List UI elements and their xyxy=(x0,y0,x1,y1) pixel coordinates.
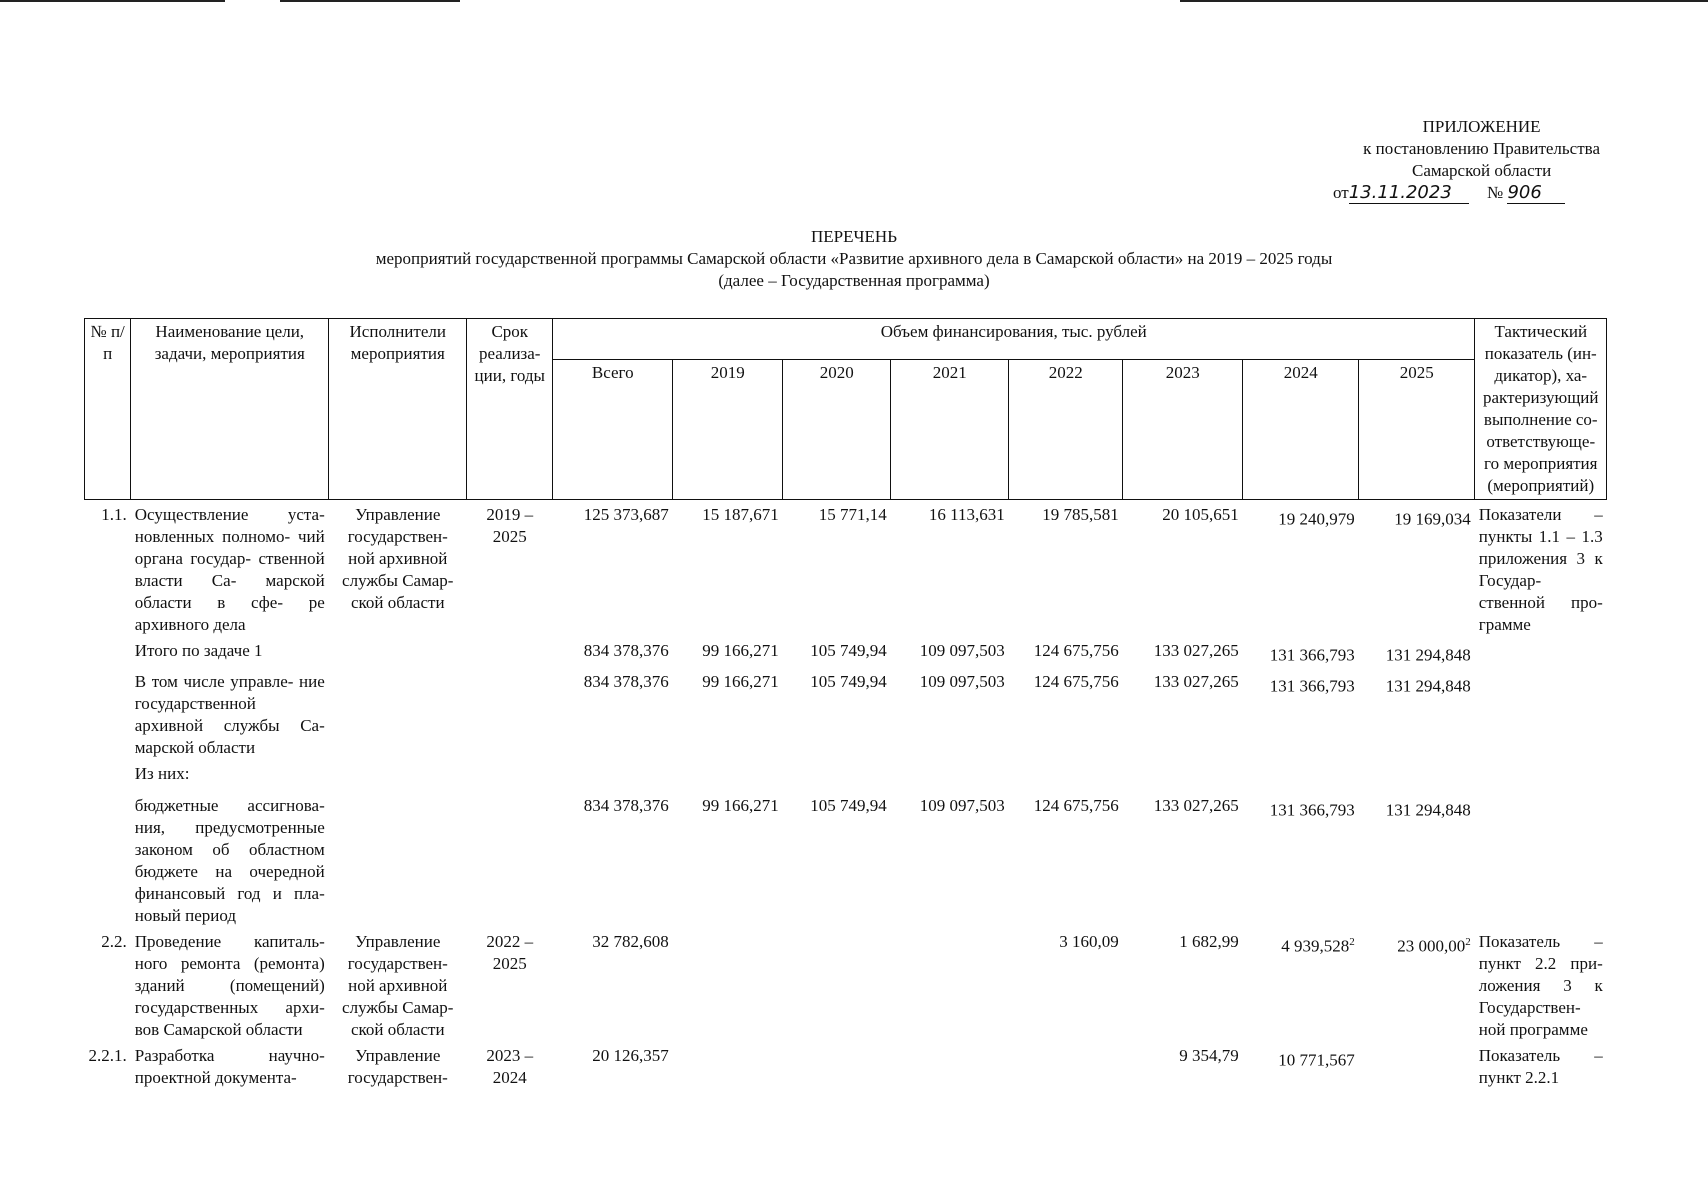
header-2023: 2023 xyxy=(1123,359,1243,499)
cell-value: 19 240,979 xyxy=(1278,509,1355,529)
cell-2025 xyxy=(1359,793,1475,929)
cell-value: 131 366,793 xyxy=(1269,676,1355,696)
table-row xyxy=(85,793,1607,929)
cell-2021: 109 097,503 xyxy=(919,795,1005,815)
cell-2019: 99 166,271 xyxy=(702,795,779,815)
row-term xyxy=(467,761,553,793)
cell-2024 xyxy=(1243,761,1359,793)
row-term: 2023 – 2024 xyxy=(486,1045,534,1087)
cell-2020: 105 749,94 xyxy=(810,795,887,815)
cell-value: 10 771,567 xyxy=(1278,1050,1355,1070)
cell-2021: 16 113,631 xyxy=(928,505,1005,524)
header-2025: 2025 xyxy=(1359,359,1475,499)
cell-2024 xyxy=(1243,638,1359,669)
cell-total: 834 378,376 xyxy=(583,671,669,691)
cell-2024 xyxy=(1243,1043,1359,1091)
title-line-1: ПЕРЕЧЕНЬ xyxy=(811,227,897,246)
cell-2025 xyxy=(1359,669,1475,761)
cell-2023: 133 027,265 xyxy=(1153,795,1239,815)
row-indicator xyxy=(1475,761,1607,793)
cell-2025 xyxy=(1359,1043,1475,1091)
cell-total xyxy=(553,761,673,793)
header-row-1 xyxy=(85,319,1607,360)
row-num xyxy=(85,761,131,793)
header-num: № п/п xyxy=(85,319,131,500)
title-line-3: (далее – Государственная программа) xyxy=(718,271,990,290)
scan-edge-line xyxy=(0,0,225,2)
row-name: бюджетные ассигнова- ния, предусмотренные законом об областном бюджете на очередной финансовый год и пла- новый период xyxy=(134,795,325,925)
cell-value: 131 294,848 xyxy=(1385,645,1471,665)
row-term: 2022 – 2025 xyxy=(486,931,534,973)
row-executor: Управление государствен- xyxy=(347,1045,448,1087)
cell-2022: 124 675,756 xyxy=(1033,641,1119,660)
appendix-date-line xyxy=(1333,183,1565,204)
cell-total: 20 126,357 xyxy=(592,1045,669,1065)
cell-2019: 99 166,271 xyxy=(702,671,779,691)
appendix-line-1: к постановлению Правительства xyxy=(1363,139,1600,158)
cell-total: 834 378,376 xyxy=(583,795,669,815)
row-executor xyxy=(329,669,467,761)
footnote-mark: 2 xyxy=(1465,935,1471,948)
cell-2021 xyxy=(891,1043,1009,1091)
header-funding: Объем финансирования, тыс. рублей xyxy=(553,319,1475,360)
header-2021: 2021 xyxy=(891,359,1009,499)
cell-2023: 20 105,651 xyxy=(1162,505,1239,524)
row-num xyxy=(85,793,131,929)
row-num xyxy=(85,669,131,761)
row-name: В том числе управле- ние государственной архивной службы Са- марской области xyxy=(134,671,325,757)
cell-value: 19 169,034 xyxy=(1394,509,1471,529)
cell-2020: 105 749,94 xyxy=(810,641,887,660)
cell-2024 xyxy=(1243,669,1359,761)
appendix-line-2: Самарской области xyxy=(1411,161,1552,180)
header-2022: 2022 xyxy=(1009,359,1123,499)
row-indicator xyxy=(1475,638,1607,669)
scan-edge-line xyxy=(1180,0,1708,2)
cell-2019: 99 166,271 xyxy=(702,641,779,660)
cell-2022: 3 160,09 xyxy=(1059,931,1119,951)
cell-value: 131 294,848 xyxy=(1385,800,1471,820)
document-title xyxy=(0,226,1708,292)
table-row xyxy=(85,500,1607,639)
row-name: Итого по задаче 1 xyxy=(134,641,263,660)
row-num xyxy=(85,638,131,669)
cell-2020 xyxy=(783,761,891,793)
cell-2022: 124 675,756 xyxy=(1033,671,1119,691)
row-term: 2019 – 2025 xyxy=(486,505,534,546)
row-indicator: Показатель – пункт 2.2 при- ложения 3 к Государствен- ной программе xyxy=(1478,931,1603,1039)
cell-2025 xyxy=(1359,638,1475,669)
cell-2019 xyxy=(673,1043,783,1091)
header-total: Всего xyxy=(553,359,673,499)
cell-2023: 1 682,99 xyxy=(1179,931,1239,951)
row-term xyxy=(467,793,553,929)
row-num: 2.2.1. xyxy=(88,1045,127,1065)
cell-2023: 133 027,265 xyxy=(1153,671,1239,691)
row-term xyxy=(467,638,553,669)
cell-2019: 15 187,671 xyxy=(702,505,779,524)
row-indicator xyxy=(1475,669,1607,761)
row-term xyxy=(467,669,553,761)
row-executor xyxy=(329,793,467,929)
scan-edge-line xyxy=(280,0,460,2)
table-row xyxy=(85,638,1607,669)
cell-2022 xyxy=(1009,761,1123,793)
cell-2024 xyxy=(1243,500,1359,639)
cell-2023 xyxy=(1123,761,1243,793)
row-executor: Управление государствен- ной архивной службы Самар- ской области xyxy=(342,931,454,1039)
cell-2020: 15 771,14 xyxy=(818,505,887,524)
cell-2020 xyxy=(783,1043,891,1091)
cell-total: 834 378,376 xyxy=(583,641,669,660)
row-executor: Управление государствен- ной архивной службы Самар- ской области xyxy=(342,505,454,612)
row-name: Разработка научно- проектной документа- xyxy=(134,1045,325,1087)
row-name: Осуществление уста- новленных полномо- чий органа государ- ственной власти Са- марской области в сфе- ре архивного дела xyxy=(134,505,325,634)
cell-2024 xyxy=(1243,793,1359,929)
cell-value: 131 366,793 xyxy=(1269,645,1355,665)
cell-2019 xyxy=(673,929,783,1043)
row-indicator: Показатель – пункт 2.2.1 xyxy=(1478,1045,1603,1087)
header-executor: Исполнители мероприятия xyxy=(329,319,467,500)
footnote-mark: 2 xyxy=(1349,935,1355,948)
cell-2020 xyxy=(783,929,891,1043)
cell-2021: 109 097,503 xyxy=(919,671,1005,691)
table-row xyxy=(85,669,1607,761)
appendix-block xyxy=(1363,116,1600,182)
cell-2025 xyxy=(1359,761,1475,793)
cell-total: 125 373,687 xyxy=(583,505,669,524)
cell-2025 xyxy=(1359,929,1475,1043)
cell-2025 xyxy=(1359,500,1475,639)
row-executor xyxy=(329,761,467,793)
header-2020: 2020 xyxy=(783,359,891,499)
row-executor xyxy=(329,638,467,669)
header-indicator: Тактический показатель (ин- дикатор), ха- рактеризующий выполнение со- ответствующе- го мероприятия (мероприятий) xyxy=(1475,319,1607,500)
table-row xyxy=(85,761,1607,793)
cell-2024 xyxy=(1243,929,1359,1043)
title-line-2: мероприятий государственной программы Самарской области «Развитие архивного дела в Самарской области» на 2019 – 2025 годы xyxy=(375,249,1333,268)
cell-2022 xyxy=(1009,1043,1123,1091)
cell-total: 32 782,608 xyxy=(592,931,669,951)
from-label: от xyxy=(1333,183,1349,202)
cell-2021: 109 097,503 xyxy=(919,641,1005,660)
cell-2021 xyxy=(891,929,1009,1043)
header-2019: 2019 xyxy=(673,359,783,499)
cell-2021 xyxy=(891,761,1009,793)
row-num: 1.1. xyxy=(101,505,127,524)
decree-number: 906 xyxy=(1507,183,1565,204)
cell-2022: 19 785,581 xyxy=(1042,505,1119,524)
cell-2019 xyxy=(673,761,783,793)
row-indicator: Показатели – пункты 1.1 – 1.3 приложения 3 к Государ- ственной про- грамме xyxy=(1478,505,1603,634)
appendix-title: ПРИЛОЖЕНИЕ xyxy=(1422,117,1541,136)
table-row xyxy=(85,929,1607,1043)
cell-value: 4 939,528 xyxy=(1281,936,1350,956)
header-2024: 2024 xyxy=(1243,359,1359,499)
cell-2022: 124 675,756 xyxy=(1033,795,1119,815)
row-name: Из них: xyxy=(134,763,190,783)
cell-2023: 9 354,79 xyxy=(1179,1045,1239,1065)
number-label: № xyxy=(1486,183,1504,202)
row-num: 2.2. xyxy=(101,931,127,951)
header-name: Наименование цели, задачи, мероприятия xyxy=(131,319,329,500)
cell-value: 23 000,00 xyxy=(1397,936,1466,956)
measures-table xyxy=(84,318,1607,1091)
row-name: Проведение капиталь- ного ремонта (ремонта) зданий (помещений) государственных архи- вов Самарской области xyxy=(134,931,325,1039)
decree-date: 13.11.2023 xyxy=(1349,183,1469,204)
cell-2023: 133 027,265 xyxy=(1153,641,1239,660)
header-term: Срок реализа- ции, годы xyxy=(467,319,553,500)
cell-value: 131 366,793 xyxy=(1269,800,1355,820)
cell-2020: 105 749,94 xyxy=(810,671,887,691)
row-indicator xyxy=(1475,793,1607,929)
table-row xyxy=(85,1043,1607,1091)
cell-value: 131 294,848 xyxy=(1385,676,1471,696)
